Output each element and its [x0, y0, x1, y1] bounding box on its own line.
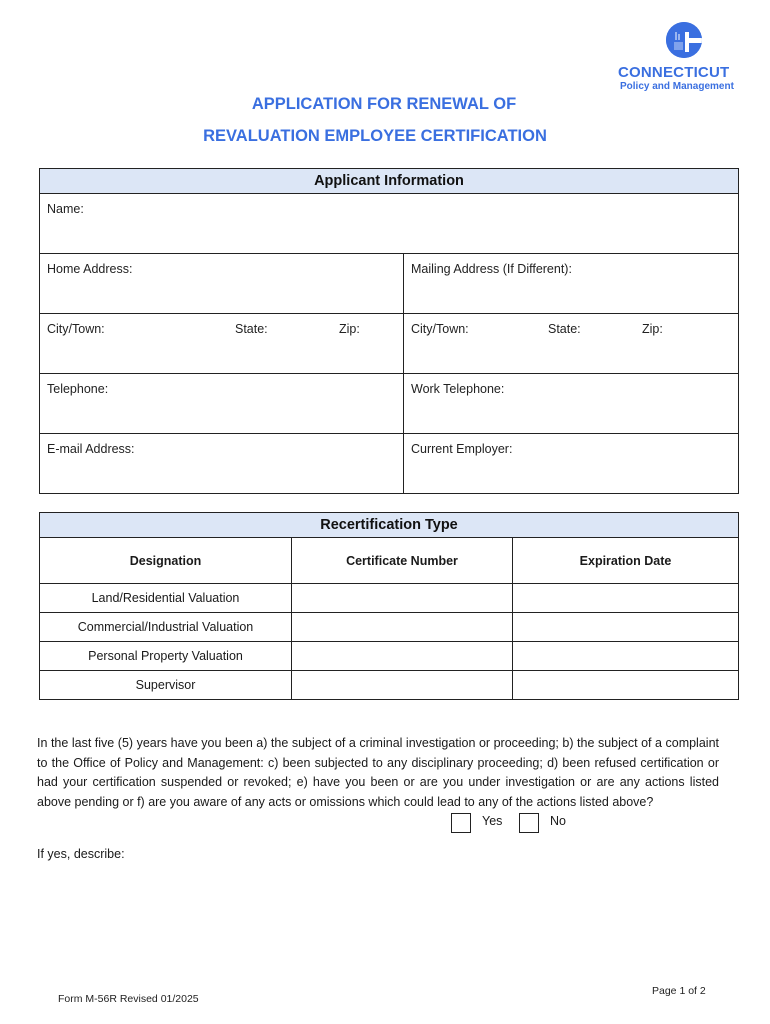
describe-label: If yes, describe: [37, 847, 125, 861]
certificate-number-cell[interactable] [292, 584, 513, 613]
work-telephone-field[interactable] [404, 374, 739, 434]
current-employer-field[interactable] [404, 434, 739, 494]
recertification-type-heading: Recertification Type [40, 513, 739, 538]
table-row [40, 642, 739, 671]
table-row [40, 584, 739, 613]
certificate-number-cell[interactable] [292, 671, 513, 700]
expiration-date-cell[interactable] [513, 613, 739, 642]
designation-cell: Supervisor [40, 671, 292, 700]
designation-cell: Commercial/Industrial Valuation [40, 613, 292, 642]
recertification-type-table [39, 512, 739, 700]
form-title-line-2: REVALUATION EMPLOYEE CERTIFICATION [203, 127, 547, 145]
form-title-line-1: APPLICATION FOR RENEWAL OF [251, 95, 517, 113]
home-zip-label: Zip: [339, 322, 360, 336]
certificate-number-cell[interactable] [292, 613, 513, 642]
certificate-number-cell[interactable] [292, 642, 513, 671]
logo [618, 22, 750, 97]
mailing-zip-label: Zip: [642, 322, 663, 336]
home-address-field[interactable] [40, 254, 404, 314]
name-label: Name: [47, 202, 84, 216]
yes-checkbox[interactable] [451, 813, 471, 833]
certificate-number-column-header: Certificate Number [292, 538, 513, 584]
mailing-city-state-zip-field[interactable] [404, 314, 739, 374]
expiration-date-column-header: Expiration Date [513, 538, 739, 584]
applicant-information-heading: Applicant Information [40, 169, 739, 194]
expiration-date-cell[interactable] [513, 671, 739, 700]
home-address-label: Home Address: [47, 262, 133, 276]
designation-cell: Land/Residential Valuation [40, 584, 292, 613]
disclosure-question: In the last five (5) years have you been a) the subject of a criminal investigation or proceeding; b) the subject of a complaint to the Office of Policy and Management: c) been subjected to any disciplinary proceeding; d) been refused certification or had your certification suspended or revoked; e) have you been or are you under investigation or are any actions listed above pending or f) are you aware of any acts or omissions which could lead to any of the actions listed above? [37, 736, 719, 809]
expiration-date-cell[interactable] [513, 642, 739, 671]
table-row [40, 671, 739, 700]
email-label: E-mail Address: [47, 442, 135, 456]
no-label: No [550, 814, 566, 828]
mailing-address-label: Mailing Address (If Different): [411, 262, 572, 276]
form-id: Form M-56R Revised 01/2025 [58, 993, 199, 1005]
mailing-address-field[interactable] [404, 254, 739, 314]
no-checkbox[interactable] [519, 813, 539, 833]
page-number: Page 1 of 2 [652, 985, 706, 997]
mailing-state-label: State: [548, 322, 581, 336]
designation-cell: Personal Property Valuation [40, 642, 292, 671]
telephone-label: Telephone: [47, 382, 109, 396]
applicant-information-table [39, 168, 739, 494]
connecticut-state-seal-icon [666, 22, 702, 58]
logo-subtitle: Policy and Management [620, 81, 734, 92]
name-field[interactable] [40, 194, 739, 254]
yes-label: Yes [482, 814, 503, 828]
designation-column-header: Designation [40, 538, 292, 584]
table-row [40, 613, 739, 642]
home-city-state-zip-field[interactable] [40, 314, 404, 374]
email-field[interactable] [40, 434, 404, 494]
mailing-city-label: City/Town: [411, 322, 469, 336]
home-state-label: State: [235, 322, 268, 336]
home-city-label: City/Town: [47, 322, 105, 336]
current-employer-label: Current Employer: [411, 442, 513, 456]
telephone-field[interactable] [40, 374, 404, 434]
expiration-date-cell[interactable] [513, 584, 739, 613]
logo-name: CONNECTICUT [618, 64, 730, 81]
work-telephone-label: Work Telephone: [411, 382, 505, 396]
